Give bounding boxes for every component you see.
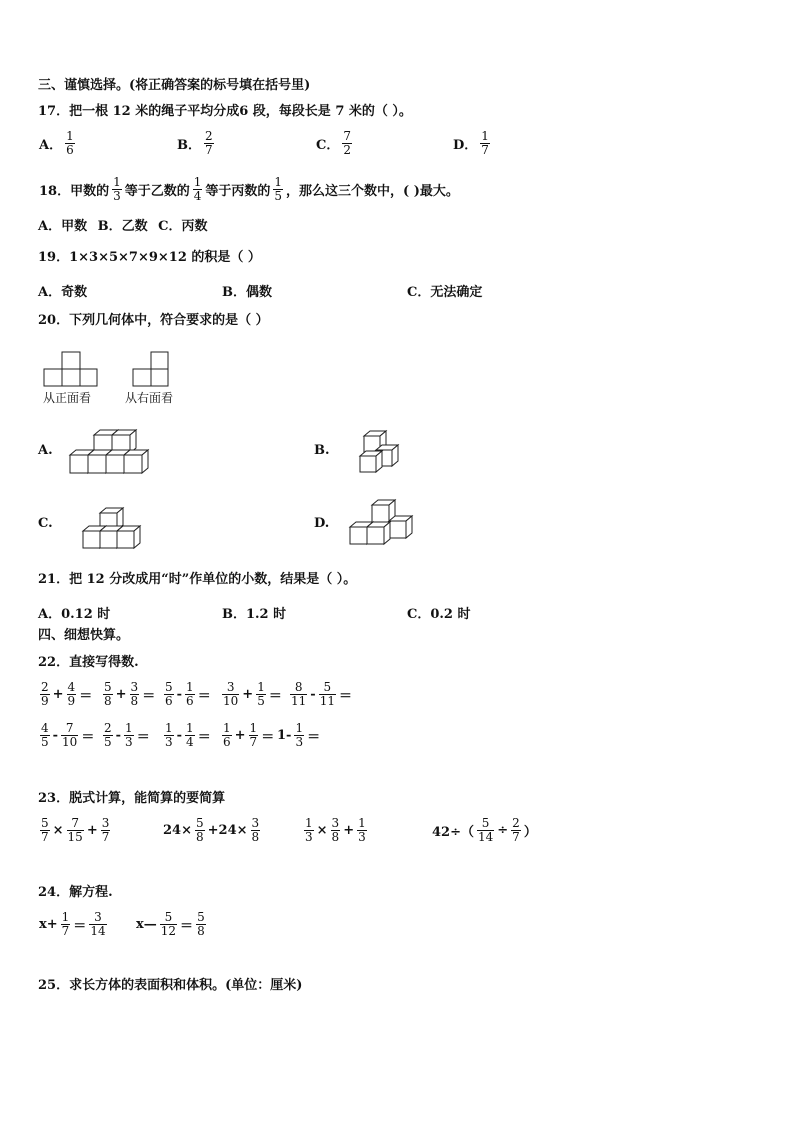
cube-front-face (106, 455, 124, 473)
cube-front-face (117, 531, 134, 548)
q18-fraction-2: $\frac{1}{4}$ (193, 175, 202, 203)
q17-stem: 17．把一根 12 米的绳子平均分成6 段，每段长是 7 米的（ ）。 (38, 104, 412, 119)
operator: +24× (207, 823, 248, 838)
q17-option-fraction: $\frac{2}{7}$ (205, 129, 213, 157)
operator: ＝ (338, 689, 352, 704)
fraction: $\frac{1}{6}$ (223, 721, 231, 749)
operator: + (234, 728, 246, 743)
q20-option-c-label: C. (38, 516, 53, 531)
q23-expression (302, 817, 369, 844)
q21-stem: 21．把 12 分改成用“时”作单位的小数，结果是（ ）。 (38, 572, 357, 587)
operator: C． (316, 138, 340, 153)
q20-option-b-figure (356, 428, 406, 476)
operator: ＝ (197, 730, 211, 745)
q17-option-fraction: $\frac{1}{6}$ (66, 129, 74, 157)
q17-option-fraction: $\frac{7}{2}$ (343, 129, 351, 157)
operator: ＝ (79, 689, 93, 704)
q21-option-b: B．1.2 时 (222, 607, 287, 622)
fraction: $\frac{2}{7}$ (512, 816, 520, 844)
q22-item (38, 681, 93, 708)
fraction: $\frac{3}{7}$ (101, 816, 110, 844)
q20-option-d-figure (348, 497, 418, 551)
q22-item (162, 681, 212, 708)
q22-item (38, 722, 95, 749)
q18-options: A．甲数 B．乙数 C．丙数 (38, 219, 208, 234)
operator: ＝ (73, 919, 87, 934)
q21-option-c: C．0.2 时 (407, 607, 471, 622)
fraction: $\frac{4}{5}$ (41, 721, 49, 749)
fraction: $\frac{2}{9}$ (41, 680, 49, 708)
operator: D． (453, 138, 478, 153)
section-4-title: 四、细想快算。 (38, 628, 130, 643)
operator: x+ (39, 917, 58, 932)
operator: ＝ (307, 730, 321, 745)
q21-option-a: A．0.12 时 (38, 607, 111, 622)
operator: + (115, 687, 127, 702)
operator: + (86, 823, 98, 838)
operator: - (310, 687, 316, 702)
fraction: $\frac{5}{11}$ (319, 680, 335, 708)
fraction: $\frac{3}{14}$ (90, 910, 106, 938)
fraction: $\frac{1}{6}$ (186, 680, 194, 708)
q20-option-a-label: A. (38, 443, 53, 458)
cube-front-face (367, 527, 384, 544)
cube-front-face (124, 455, 142, 473)
operator: ＝ (180, 919, 194, 934)
operator: ＝ (261, 730, 275, 745)
cube-front-face (100, 531, 117, 548)
operator: + (52, 687, 64, 702)
q18-text-1: 18．甲数的 (39, 184, 110, 199)
fraction: $\frac{3}{8}$ (331, 816, 340, 844)
fraction: $\frac{5}{8}$ (195, 816, 204, 844)
q20-stem: 20．下列几何体中，符合要求的是（ ） (38, 313, 269, 328)
q17-option-fraction: $\frac{1}{7}$ (481, 129, 489, 157)
q18-fraction-1: $\frac{1}{3}$ (113, 175, 121, 203)
fraction: $\frac{4}{9}$ (67, 680, 76, 708)
q18-text-3: 等于丙数的 (205, 184, 271, 199)
q17-option-d (452, 130, 492, 157)
q19-option-b: B．偶数 (222, 285, 272, 300)
fraction: $\frac{7}{15}$ (67, 816, 83, 844)
q17-option-b (176, 130, 216, 157)
q23-expression (162, 817, 262, 844)
operator: ） (523, 825, 537, 840)
operator: - (115, 728, 122, 743)
front-view-label: 从正面看 (43, 391, 92, 405)
q22-item (101, 681, 156, 708)
cube-front-face (389, 521, 406, 538)
cube-front-face (372, 505, 389, 522)
fraction: $\frac{5}{14}$ (477, 816, 494, 844)
fraction: $\frac{5}{7}$ (41, 816, 49, 844)
cube-front-face (360, 456, 376, 472)
operator: × (316, 823, 328, 838)
q22-item (220, 681, 283, 708)
q22-item (288, 681, 353, 708)
fraction: $\frac{7}{10}$ (62, 721, 78, 749)
operator: - (176, 687, 183, 702)
operator: ＝ (81, 730, 95, 745)
q20-option-a-figure (68, 428, 158, 476)
q22-item (162, 722, 212, 749)
q23-expression (38, 817, 112, 844)
q18-text-2: 等于乙数的 (124, 184, 190, 199)
operator: ＝ (142, 689, 156, 704)
q18-fraction-3: $\frac{1}{5}$ (274, 175, 283, 203)
q22-item (276, 722, 321, 749)
q17-option-a (38, 130, 77, 157)
q22-item (220, 722, 275, 749)
fraction: $\frac{3}{8}$ (251, 816, 260, 844)
fraction: $\frac{5}{12}$ (160, 910, 177, 938)
q20-option-b-label: B. (314, 443, 330, 458)
fraction: $\frac{2}{5}$ (104, 721, 112, 749)
q18-text-4: ，那么这三个数中，( )最大。 (286, 184, 459, 199)
fraction: $\frac{1}{3}$ (305, 816, 313, 844)
operator: 42÷（ (432, 825, 474, 840)
operator: ÷ (497, 823, 509, 838)
operator: - (176, 728, 183, 743)
q18-stem (38, 176, 460, 203)
fraction: $\frac{5}{8}$ (197, 910, 205, 938)
fraction: $\frac{3}{8}$ (130, 680, 139, 708)
q17-option-c (315, 130, 354, 157)
fraction: $\frac{1}{3}$ (125, 721, 133, 749)
cube-front-face (88, 455, 106, 473)
fraction: $\frac{1}{3}$ (165, 721, 173, 749)
q24-equation (135, 911, 208, 938)
fraction: $\frac{5}{6}$ (165, 680, 173, 708)
q23-stem: 23．脱式计算，能简算的要简算 (38, 791, 226, 806)
cube-front-face (83, 531, 100, 548)
q22-item (101, 722, 151, 749)
q25-stem: 25．求长方体的表面积和体积。(单位：厘米) (38, 978, 303, 993)
cube-front-face (350, 527, 367, 544)
q20-option-d-label: D. (314, 516, 330, 531)
fraction: $\frac{1}{3}$ (358, 816, 366, 844)
fraction: $\frac{3}{10}$ (223, 680, 239, 708)
fraction: $\frac{8}{11}$ (291, 680, 307, 708)
operator: A． (39, 138, 63, 153)
q20-option-c-figure (80, 503, 142, 551)
fraction: $\frac{1}{4}$ (186, 721, 194, 749)
operator: 24× (163, 823, 192, 838)
operator: × (52, 823, 64, 838)
operator: ＝ (268, 689, 282, 704)
q17-options (38, 130, 738, 170)
operator: x— (136, 917, 157, 932)
front-view-figure (44, 351, 98, 387)
q19-option-a: A．奇数 (38, 285, 88, 300)
fraction: $\frac{1}{3}$ (295, 721, 304, 749)
section-3-title: 三、谨慎选择。(将正确答案的标号填在括号里) (38, 78, 311, 93)
operator: ＝ (197, 689, 211, 704)
fraction: $\frac{1}{7}$ (249, 721, 258, 749)
q24-stem: 24．解方程. (38, 885, 113, 900)
fraction: $\frac{1}{7}$ (61, 910, 70, 938)
right-view-label: 从右面看 (125, 391, 174, 405)
fraction: $\frac{1}{5}$ (257, 680, 265, 708)
operator: B． (177, 138, 201, 153)
q19-stem: 19．1×3×5×7×9×12 的积是（ ） (38, 250, 261, 265)
q23-expression (431, 817, 538, 844)
operator: + (343, 823, 355, 838)
operator: 1- (277, 728, 292, 743)
right-view-figure (133, 351, 169, 387)
cube-front-face (70, 455, 88, 473)
q19-option-c: C．无法确定 (407, 285, 483, 300)
operator: + (242, 687, 254, 702)
operator: - (52, 728, 59, 743)
operator: ＝ (136, 730, 150, 745)
q22-stem: 22．直接写得数. (38, 655, 139, 670)
q24-equation (38, 911, 109, 938)
fraction: $\frac{5}{8}$ (104, 680, 112, 708)
